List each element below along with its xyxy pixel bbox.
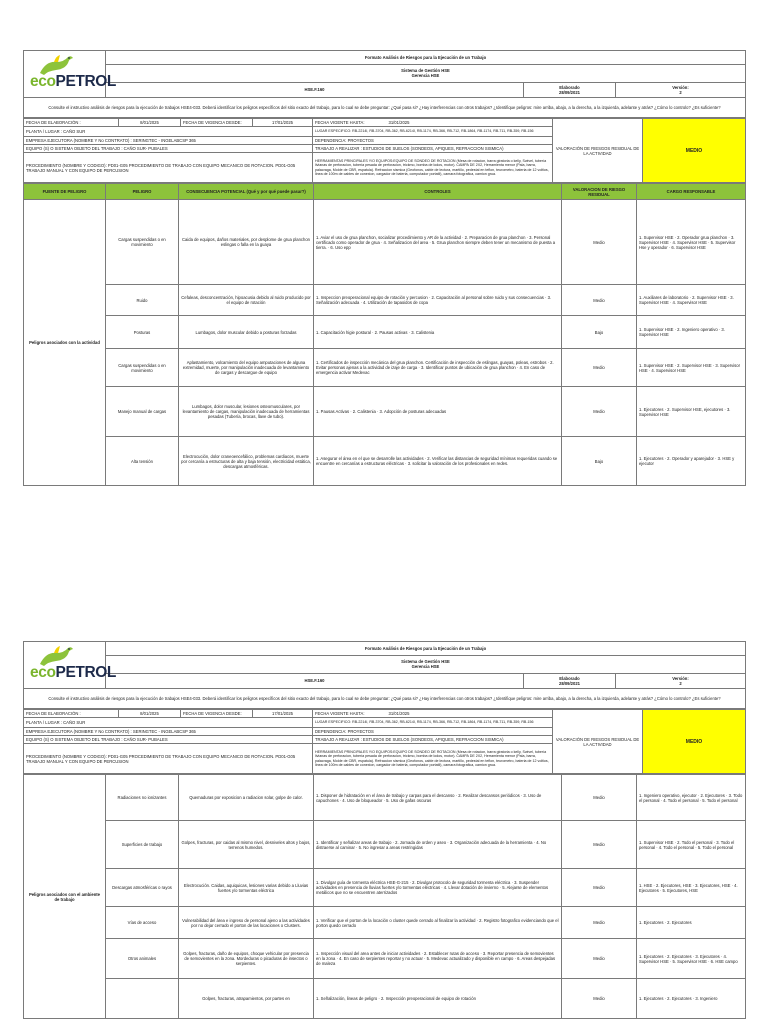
hazard-group: Peligros asociados con la actividad — [24, 200, 106, 486]
start-label: FECHA DE VIGENCIA DESDE: — [181, 119, 253, 127]
procedure-label: PROCEDIMIENTO (NOMBRE Y CODIGO): PD01-G05 PROCEDIMIENTO DE TRABAJO CON EQUIPO MECANICO DE ROTACION. PD01-G05 TRABAJO MANUAL Y CON EQUIPO DE PERCUSION — [24, 744, 313, 774]
col-hazard: PELIGRO — [106, 184, 179, 200]
end-date: 31/01/2025 — [388, 120, 410, 125]
responsible-cell: 1. Ejecutores · 2. Operador y aparejador · 3. HSE y ejecutor — [637, 437, 746, 486]
elab-date: 8/01/2025 — [119, 710, 181, 718]
table-row — [24, 939, 746, 979]
responsible-cell: 1. Supervisor HSE · 2. Supervisor HSE · 3. Supervisor HSE · 4. Supervisor HSE — [637, 349, 746, 387]
form-code: HSE.F.160 — [106, 82, 524, 97]
work-label: TRABAJO A REALIZAR : ESTUDIOS DE SUELOS (SONDEOS, APIQUES, REFRACCION SISMICA) — [313, 736, 553, 744]
consequence-cell: Aplastamiento, volcamiento del equipo amputaciones de alguna extremidad, muerte, por manipulación inadecuada de levantamiento de cargas y descargue de equipo — [179, 349, 314, 387]
prepared-date-cell — [524, 673, 616, 688]
risk-cell: Medio — [562, 979, 637, 1019]
residual-value: MEDIO — [643, 710, 746, 774]
table-row — [24, 200, 746, 285]
responsible-cell: 1. Ejecutores · 2. Ejecutores — [637, 907, 746, 939]
version-value: 2 — [679, 89, 682, 95]
procedure-label: PROCEDIMIENTO (NOMBRE Y CODIGO): PD01-G05 PROCEDIMIENTO DE TRABAJO CON EQUIPO MECANICO DE ROTACION. PD01-G05 TRABAJO MANUAL Y CON EQUIPO DE PERCUSION — [24, 153, 313, 183]
form-sheet-2 — [23, 641, 745, 1019]
responsible-cell: 1. Auxiliares de laboratorio · 2. Supervisor HSE · 3. Supervisor HSE · 4. Supervisor HSE — [637, 285, 746, 316]
controls-cell: 1. Señalización, lineas de peligro · 2. Inspección preoperacional de equipo de rotación — [314, 979, 562, 1019]
hazard-cell: Alta tensión — [106, 437, 179, 486]
table-row — [24, 349, 746, 387]
consequence-cell: Golpes, fracturas, por caidas al mismo nivel, desniveles altos y bajos, terrenos humedos. — [179, 821, 314, 869]
equipment-label: EQUIPO (S) O SISTEMA OBJETO DEL TRABAJO : CAÑO SUR- PUBALES — [24, 736, 313, 744]
elab-label: FECHA DE ELABORACIÓN : — [24, 710, 119, 718]
table-row — [24, 437, 746, 486]
ecopetrol-logo — [24, 642, 116, 689]
table-row — [24, 387, 746, 437]
controls-cell: 1. Divulgar guía de tormenta eléctrica HSE-G-215 · 2. Divulgar protocolo de seguridad tormenta eléctrica · 3. Suspender actividades en presencia de lluvias fuertes y/o tormentas eléctricas · 4. Llevar dotación de invierno · 5. Alejarse de elementos metálicos que no se encuentren aterrizados — [314, 869, 562, 907]
controls-cell: 1. Aviar el uso de grua planchon, socializar procedimiento y AR de la actividad · 2. Preparacion de grua planchon · 3. Personal certificado como operador de grua · 4. Señalizacion del area · 5. Grua planchon siempre deben tener un mecanismo de puesta a tierra. · 6. Uso epp — [314, 200, 562, 285]
system-management — [106, 656, 746, 674]
hazards-table — [23, 774, 746, 1019]
hazards-table — [23, 183, 746, 486]
instructions: Consulte el instructivo análisis de riesgos para la ejecución de trabajos HSE4-033. Deberá identificar los peligros específicos del sitio exacto del trabajo, para lo cual se debe preguntar: ¿Qué pasa si? ¿Hay interferencias con otros trabajos? ¿Identifique peligros: mire arriba, abajo, a la derecha, a la izquierda, adelante y atrás? ¿Cómo lo controlo? ¿Es suficiente? — [24, 689, 746, 709]
plant-label: PLANTA / LUGAR : CAÑO SUR — [24, 127, 313, 137]
version-cell — [616, 82, 746, 97]
version-cell — [616, 673, 746, 688]
prepared-label: Elaborado — [559, 84, 580, 90]
instructions: Consulte el instructivo análisis de riesgos para la ejecución de trabajos HSE4-033. Deberá identificar los peligros específicos del sitio exacto del trabajo, para lo cual se debe preguntar: ¿Qué pasa si? ¿Hay interferencias con otros trabajos? ¿Identifique peligros: mire arriba, abajo, a la derecha, a la izquierda, adelante y atrás? ¿Cómo lo controlo? ¿Es suficiente? — [24, 98, 746, 118]
form-title: Formato Análisis de Riesgos para la Ejecución de un Trabajo — [106, 642, 746, 656]
responsible-cell: 1. Supervisor HSE · 2. Ingeniero operativo · 3. Supervisor HSE — [637, 316, 746, 349]
consequence-cell: Lumbagos, dolor muscular, lesiones osteomusculares, por levantamiento de cargas, manipulación inadecuada de herramientas pesadas (Tubería, brocas, llave de tubo). — [179, 387, 314, 437]
risk-cell: Medio — [562, 285, 637, 316]
end-label: FECHA VIGENTE HASTA: — [315, 711, 365, 716]
logo-text-petrol: PETROL — [55, 73, 116, 90]
controls-cell: 1. Certificados de inspección mecánica del grua planchon. Certificación de inspección de eslingas, guayas, poleas, estrobos · 2. Evitar personas ajenas a la actividad de izaje de carga · 3. Identificar puntos de ubicación de grua planchon · 4. En caso de emergencia activar Medevac — [314, 349, 562, 387]
controls-cell: 1. Inspección visual del area antes de iniciar actividades · 2. Establecer rutas de acceso · 3. Reportar presencia de semovientes en la zona · 4. En caso de serpientes reportar y no actuar · 5. Medevac actualizado y disponible en campo · 6. Areas despejadas de maleza — [314, 939, 562, 979]
tools-label: HERRAMIENTAS PRINCIPALES Y/O EQUIPOS:EQUIPO DE SONDEO DE ROTACION (Mesa de rotacion, barra giratoria o kelly, Swivel, tubería livianas de perforacion, tubería pesada de perforacion, trickmo, bomba de lodos, motor). CAMPA DE 2X2, Herramienta menor (Pala, barra, palacraga, Molde de CBR, espatula). Refraccion sismica (Geofonos, cable de lectura, martillo, pedestal en teflon, teurometro, bateria de 12 voltios, linea de 100m de cables de conexion, cargador de bateria, computador portatil), camara fotografica, camion grua. — [313, 153, 553, 183]
table-row — [24, 979, 746, 1019]
hazard-group: Peligros asociados con el ambiente de trabajo — [24, 775, 106, 1019]
responsible-cell: 1. Ejecutores · 2. Ejecutores · 3. Ingeniero — [637, 979, 746, 1019]
end-date: 31/01/2025 — [388, 711, 410, 716]
risk-cell: Bajo — [562, 437, 637, 486]
start-date: 17/01/2025 — [253, 710, 313, 718]
work-label: TRABAJO A REALIZAR : ESTUDIOS DE SUELOS (SONDEOS, APIQUES, REFRACCION SISMICA) — [313, 145, 553, 153]
form-header — [23, 641, 746, 709]
company-label: EMPRESA EJECUTORA (NOMBRE Y No CONTRATO) : SERINGTEC - INGELABCSP 365 — [24, 137, 313, 145]
prepared-date: 28/09/2021 — [559, 89, 580, 95]
risk-cell: Medio — [562, 200, 637, 285]
table-row — [24, 775, 746, 821]
consequence-cell: Cefaleas, desconcentración, hipoacusia debido al ruido producido por el equipo de rotación — [179, 285, 314, 316]
col-risk: VALORACION DE RIESGO RESIDUAL — [562, 184, 637, 200]
risk-cell: Medio — [562, 775, 637, 821]
responsible-cell: 1. Supervisor HSE · 2. Todo el personal · 3. Todo el personal · 4. Todo el personal · 5. Todo el personal — [637, 821, 746, 869]
consequence-cell: Electrocución, dolor craneoencefálico, problemas cardiacos, muerte por cercanía a estructuras de alta y baja tensión, electricidad estática, descargas atmosféricas. — [179, 437, 314, 486]
hazard-cell: Manejo manual de cargas — [106, 387, 179, 437]
risk-cell: Medio — [562, 821, 637, 869]
responsible-cell: 1. Ejecutores · 2. Supervisor HSE, ejecutores · 3. Supervisor HSE — [637, 387, 746, 437]
form-title: Formato Análisis de Riesgos para la Ejecución de un Trabajo — [106, 51, 746, 65]
risk-cell: Bajo — [562, 316, 637, 349]
col-responsible: CARGO RESPONSABLE — [637, 184, 746, 200]
form-sheet-1 — [23, 50, 745, 486]
hazard-cell: Radiaciones no ionizantes — [106, 775, 179, 821]
responsible-cell: 1. Ingeniero operativo, ejecutor · 2. Ejecutores · 3. Todo el personal · 4. Todo el personal · 5. Todo el personal — [637, 775, 746, 821]
table-row — [24, 285, 746, 316]
specific-place: LUGAR ESPECIFICO: RB-2214I, RB-3704, RB-362, RB-6214I, RB-1174, RB-366, RB-712, RB-1864, RB-1174, RB-711, RB-359, RB-156 — [313, 127, 553, 137]
consequence-cell: Golpes, fracturas, daño de equipos, choque vehicular por presencia de semovientes en la zona. Mordeduras o picaduras de insectos o serpientes. — [179, 939, 314, 979]
table-row — [24, 869, 746, 907]
responsible-cell: 1. HSE · 2. Ejecutores, HSE · 3. Ejecutores, HSE · 4. Ejecutores · 5. Ejecutores, HSE — [637, 869, 746, 907]
residual-label: VALORACIÓN DE RIESGOS RESIDUAL DE LA ACTIVIDAD — [553, 119, 643, 183]
consequence-cell: Quemaduras por exposicion a radiacion solar, golpe de calor. — [179, 775, 314, 821]
hazard-cell: Cargas suspendidas o en movimiento — [106, 200, 179, 285]
start-label: FECHA DE VIGENCIA DESDE: — [181, 710, 253, 718]
col-controls: CONTROLES — [314, 184, 562, 200]
hazard-cell — [106, 979, 179, 1019]
risk-cell: Medio — [562, 869, 637, 907]
elab-date: 8/01/2025 — [119, 119, 181, 127]
system-label: Sistema de Gestión HSE — [401, 68, 450, 74]
system-label: Sistema de Gestión HSE — [401, 659, 450, 665]
col-consequence: CONSECUENCIA POTENCIAL (Qué y por qué puede pasar?) — [179, 184, 314, 200]
hazard-cell: Cargas suspendidas o en movimiento — [106, 349, 179, 387]
version-label: Versión: — [672, 675, 689, 681]
hazard-cell: Descargas atmosféricas o rayos — [106, 869, 179, 907]
dependency-label: DEPENDENCIA: PROYECTOS — [313, 137, 553, 145]
controls-cell: 1. Capacitación higie postural · 2. Pausas activas · 3. Calistenia — [314, 316, 562, 349]
dependency-label: DEPENDENCIA: PROYECTOS — [313, 728, 553, 736]
controls-cell: 1. Identificar y señalizar areas de trabajo · 2. Jornada de orden y aseo · 3. Organización adecuada de la herramienta · 4. No distraerse al caminar · 5. No ingresar a areas restringidas — [314, 821, 562, 869]
specific-place: LUGAR ESPECIFICO: RB-2214I, RB-3704, RB-362, RB-6214I, RB-1174, RB-366, RB-712, RB-1864, RB-1174, RB-711, RB-359, RB-156 — [313, 718, 553, 728]
management-label: Gerencia HSE — [411, 664, 440, 670]
version-value: 2 — [679, 680, 682, 686]
controls-cell: 1. Pausas Activas · 2. Calistenia · 3. Adopción de posturas adecuadas — [314, 387, 562, 437]
elab-label: FECHA DE ELABORACIÓN : — [24, 119, 119, 127]
table-row — [24, 821, 746, 869]
equipment-label: EQUIPO (S) O SISTEMA OBJETO DEL TRABAJO : CAÑO SUR- PUBALES — [24, 145, 313, 153]
hazard-cell: Vías de acceso — [106, 907, 179, 939]
controls-cell: 1. Inspeccion preoperacional equipo de rotación y percusion · 2. Capacitación al personal sobre ruido y sus consecuencias · 3. Señalización adecuada · 4. Utilización de tapaoidos de copa — [314, 285, 562, 316]
tools-label: HERRAMIENTAS PRINCIPALES Y/O EQUIPOS:EQUIPO DE SONDEO DE ROTACION (Mesa de rotacion, barra giratoria o kelly, Swivel, tubería livianas de perforacion, tubería pesada de perforacion, trickmo, bomba de lodos, motor). CAMPA DE 2X2, Herramienta menor (Pala, barra, palacraga, Molde de CBR, espatula). Refraccion sismica (Geofonos, cable de lectura, martillo, pedestal en teflon, teurometro, bateria de 12 voltios, linea de 100m de cables de conexion, cargador de bateria, computador portatil), camara fotografica, camion grua. — [313, 744, 553, 774]
logo-text-eco: eco — [30, 73, 56, 90]
start-date: 17/01/2025 — [253, 119, 313, 127]
prepared-date-cell — [524, 82, 616, 97]
prepared-label: Elaborado — [559, 675, 580, 681]
company-label: EMPRESA EJECUTORA (NOMBRE Y No CONTRATO) : SERINGTEC - INGELABCSP 365 — [24, 728, 313, 736]
end-cell — [313, 710, 553, 718]
form-code: HSE.F.160 — [106, 673, 524, 688]
info-table — [23, 118, 746, 183]
responsible-cell: 1. Ejecutores · 2. Ejecutores · 3. Ejecutores · 4. Supervisor HSE · 5. Supervisor HSE · 6. HSE campo — [637, 939, 746, 979]
controls-cell: 1. Verificar que el porton de la locación o cluster quede cerrado al finalizar la actividad · 2. Registro fotografico evidenciando que el porton quedo cerrado — [314, 907, 562, 939]
consequence-cell: Caida de equipos, daños materiales, por desplome de grua planchon eslingas o falla en la guaya — [179, 200, 314, 285]
end-cell — [313, 119, 553, 127]
plant-label: PLANTA / LUGAR : CAÑO SUR — [24, 718, 313, 728]
consequence-cell: Lumbagos, dolor muscular debido a posturas forzadas — [179, 316, 314, 349]
risk-cell: Medio — [562, 907, 637, 939]
responsible-cell: 1. Supervisor HSE · 2. Operador grua planchon · 3. Supervisor HSE · 4. Supervisor HSE · 5. Supervisor Hse y operador · 6. Supervisor HSE — [637, 200, 746, 285]
version-label: Versión: — [672, 84, 689, 90]
table-row — [24, 907, 746, 939]
management-label: Gerencia HSE — [411, 73, 440, 79]
hazard-cell: Superficies de trabajo — [106, 821, 179, 869]
system-management — [106, 65, 746, 83]
info-table — [23, 709, 746, 774]
consequence-cell: Vulnerabilidad del área e ingreso de personal ajeno a las actividades por no dejar cerrado el porton de las locaciones o Clusters. — [179, 907, 314, 939]
consequence-cell: Golpes, fracturas, atrapamientos, por partes en — [179, 979, 314, 1019]
hazard-cell: Posturas — [106, 316, 179, 349]
form-header — [23, 50, 746, 118]
table-row — [24, 316, 746, 349]
hazard-cell: Otros animales — [106, 939, 179, 979]
prepared-date: 28/09/2021 — [559, 680, 580, 686]
hazard-cell: Ruido — [106, 285, 179, 316]
consequence-cell: Electrocución. Caidas, aquiquicas, lesiones varias debido a Lluvias fuertes y/o tormentas eléctrica — [179, 869, 314, 907]
risk-cell: Medio — [562, 349, 637, 387]
column-header-row — [24, 184, 746, 200]
residual-value: MEDIO — [643, 119, 746, 183]
risk-cell: Medio — [562, 387, 637, 437]
logo-text-eco: eco — [30, 664, 56, 681]
end-label: FECHA VIGENTE HASTA: — [315, 120, 365, 125]
residual-label: VALORACIÓN DE RIESGOS RESIDUAL DE LA ACTIVIDAD — [553, 710, 643, 774]
ecopetrol-logo — [24, 51, 116, 98]
controls-cell: 1. Disponer de hidratación en el área de trabajo y carpas para el descanso · 2. Realizar descansos periódicos · 3. Uso de capuchones · 4. Uso de bloqueador · 5. Uso de gafas oscuras — [314, 775, 562, 821]
logo-text-petrol: PETROL — [55, 664, 116, 681]
risk-cell: Medio — [562, 939, 637, 979]
col-source: FUENTE DE PELIGRO — [24, 184, 106, 200]
controls-cell: 1. Asegurar el área en el que se desarrolle las actividades · 2. Verificar las distancias de seguridad mínimas requeridas cuando se encuentre en cercanías a estructuras eléctricas · 3. solicitar la valoración de los profesionales en redes. — [314, 437, 562, 486]
